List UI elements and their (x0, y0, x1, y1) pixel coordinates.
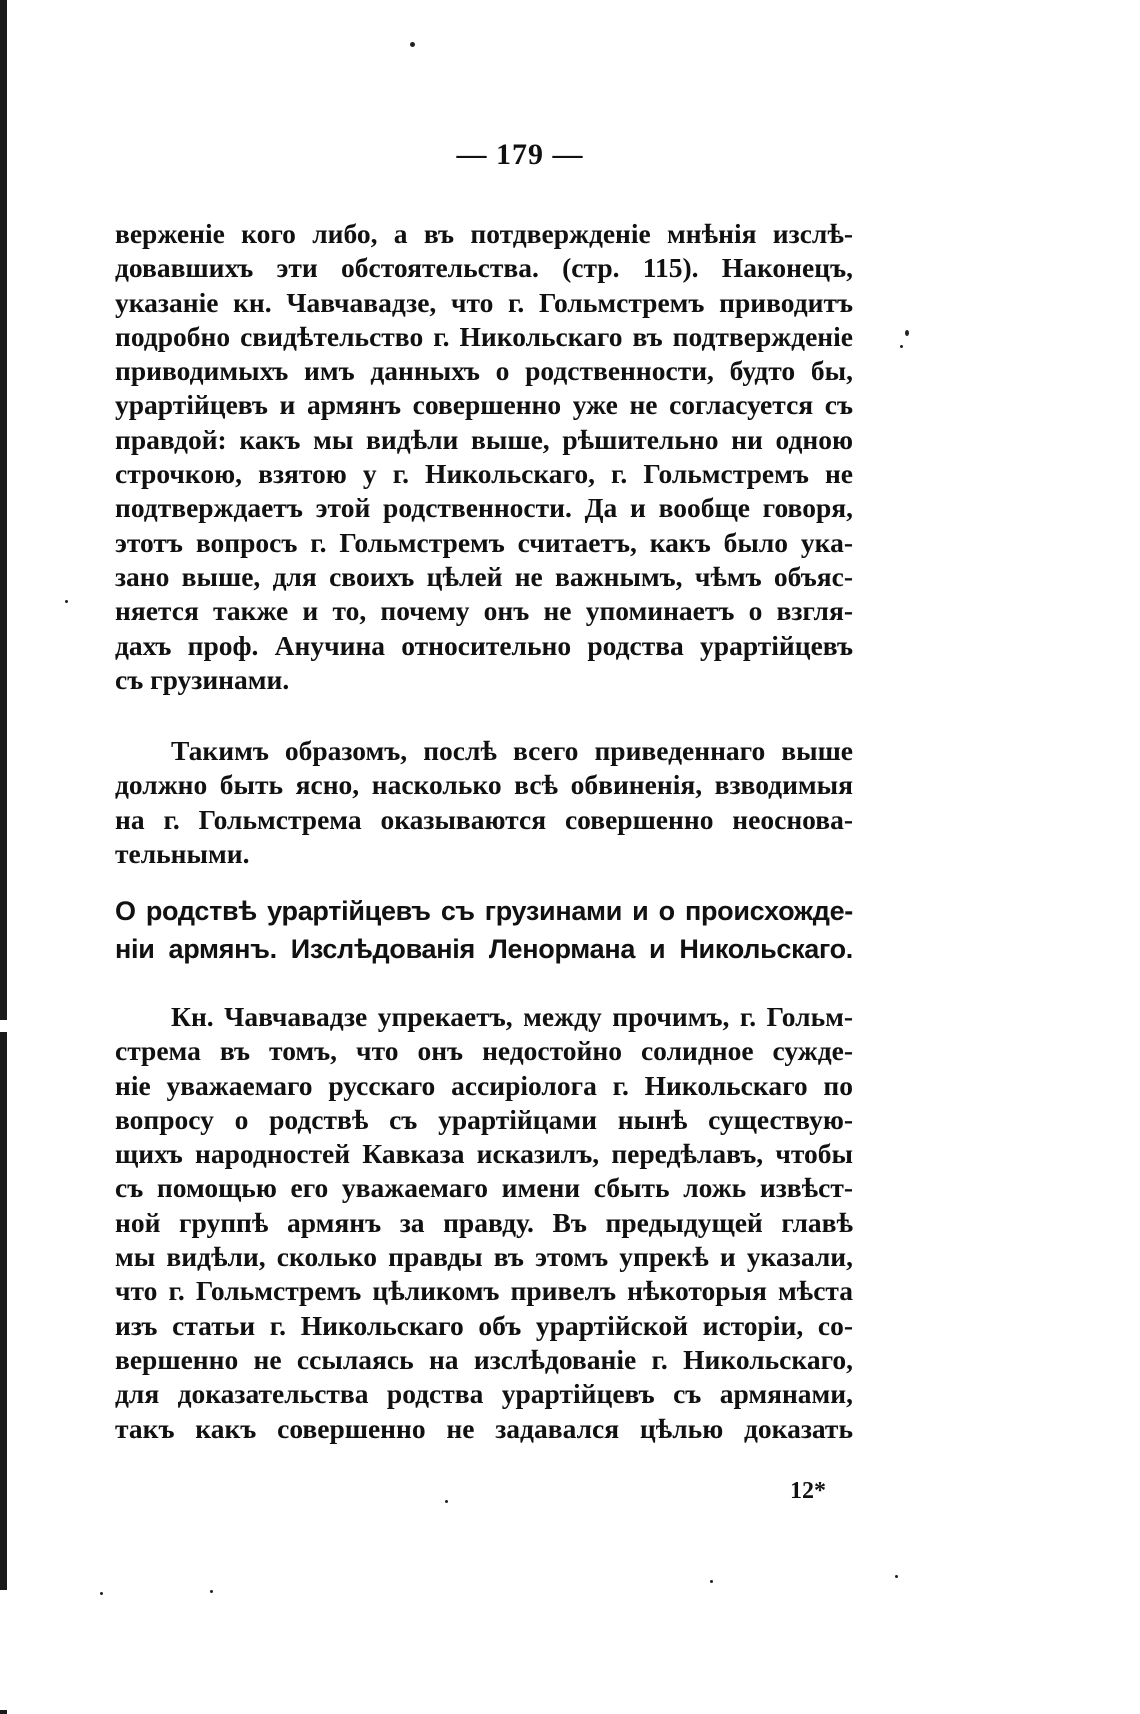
text-line: ной группѣ армянъ за правду. Въ предыдущей главѣ (115, 1206, 853, 1238)
text-line: такъ какъ совершенно не задавался цѣлью доказать (115, 1412, 853, 1444)
text-line: няется также и то, почему онъ не упоминаетъ о взгля- (115, 595, 853, 627)
paragraph-section-body (115, 1000, 853, 1446)
text-line: зано выше, для своихъ цѣлей не важнымъ, чѣмъ объяс- (115, 560, 853, 592)
page-number: — 179 — (456, 138, 584, 171)
scan-speck (895, 1575, 898, 1578)
scan-speck (905, 330, 909, 336)
text-line: дахъ проф. Анучина относительно родства урартійцевъ (115, 629, 853, 661)
text-line: тельными. (115, 837, 250, 869)
binding-edge-gap (0, 1590, 7, 1710)
text-line: Такимъ образомъ, послѣ всего приведеннаго выше (171, 735, 853, 766)
text-line: должно быть ясно, насколько всѣ обвиненія, взводимыя (115, 769, 853, 801)
text-line: подтверждаетъ этой родственности. Да и вообще говоря, (115, 492, 853, 524)
text-line: подробно свидѣтельство г. Никольскаго въ подтвержденіе (115, 320, 853, 352)
scan-speck (410, 42, 415, 47)
heading-line: О родствѣ урартійцевъ съ грузинами и о происхожде- (115, 896, 853, 926)
text-line: приводимыхъ имъ данныхъ о родственности, будто бы, (115, 355, 853, 387)
scan-speck (900, 345, 903, 348)
text-line: изъ статьи г. Никольскаго объ урартійской исторіи, со- (115, 1309, 853, 1341)
page-binding-edge (0, 0, 7, 1714)
text-line: Кн. Чавчавадзе упрекаетъ, между прочимъ, г. Гольм- (171, 1001, 853, 1032)
scan-speck (100, 1592, 103, 1595)
heading-line: ніи армянъ. Изслѣдованія Ленормана и Никольскаго. (115, 934, 853, 964)
text-line: для доказательства родства урартійцевъ съ армянами, (115, 1378, 853, 1410)
text-line: щихъ народностей Кавказа исказилъ, передѣлавъ, чтобы (115, 1138, 853, 1170)
text-line: съ грузинами. (115, 663, 290, 695)
text-line: на г. Гольмстрема оказываются совершенно неоснова- (115, 803, 853, 835)
printer-signature-mark: 12* (790, 1478, 826, 1504)
text-line: вершенно не ссылаясь на изслѣдованіе г. Никольскаго, (115, 1343, 853, 1375)
text-line: верженіе кого либо, а въ потдвержденіе мнѣнія изслѣ- (115, 218, 853, 249)
section-heading (115, 892, 853, 968)
paragraph-continuation (115, 217, 853, 697)
scan-speck (210, 1590, 213, 1593)
text-line: довавшихъ эти обстоятельства. (стр. 115). Наконецъ, (115, 252, 853, 284)
text-line: этотъ вопросъ г. Гольмстремъ считаетъ, какъ было ука- (115, 526, 853, 558)
text-line: съ помощью его уважаемаго имени сбыть ложь извѣст- (115, 1172, 853, 1204)
text-line: урартійцевъ и армянъ совершенно уже не согласуется съ (115, 389, 853, 421)
text-line: мы видѣли, сколько правды въ этомъ упрекѣ и указали, (115, 1241, 853, 1273)
scan-speck (710, 1580, 713, 1583)
text-line: вопросу о родствѣ съ урартійцами нынѣ существую- (115, 1103, 853, 1135)
text-line: ніе уважаемаго русскаго ассиріолога г. Никольскаго по (115, 1069, 853, 1101)
scan-speck (445, 1500, 448, 1503)
scan-speck (65, 600, 68, 603)
paragraph-conclusion (115, 734, 853, 871)
binding-edge-gap (0, 1020, 7, 1032)
text-line: стрема въ томъ, что онъ недостойно солидное сужде- (115, 1035, 853, 1067)
text-line: что г. Гольмстремъ цѣликомъ привелъ нѣкоторыя мѣста (115, 1275, 853, 1307)
text-line: указаніе кн. Чавчавадзе, что г. Гольмстремъ приводитъ (115, 286, 853, 318)
text-line: правдой: какъ мы видѣли выше, рѣшительно ни одною (115, 423, 853, 455)
text-line: строчкою, взятою у г. Никольскаго, г. Гольмстремъ не (115, 458, 853, 490)
